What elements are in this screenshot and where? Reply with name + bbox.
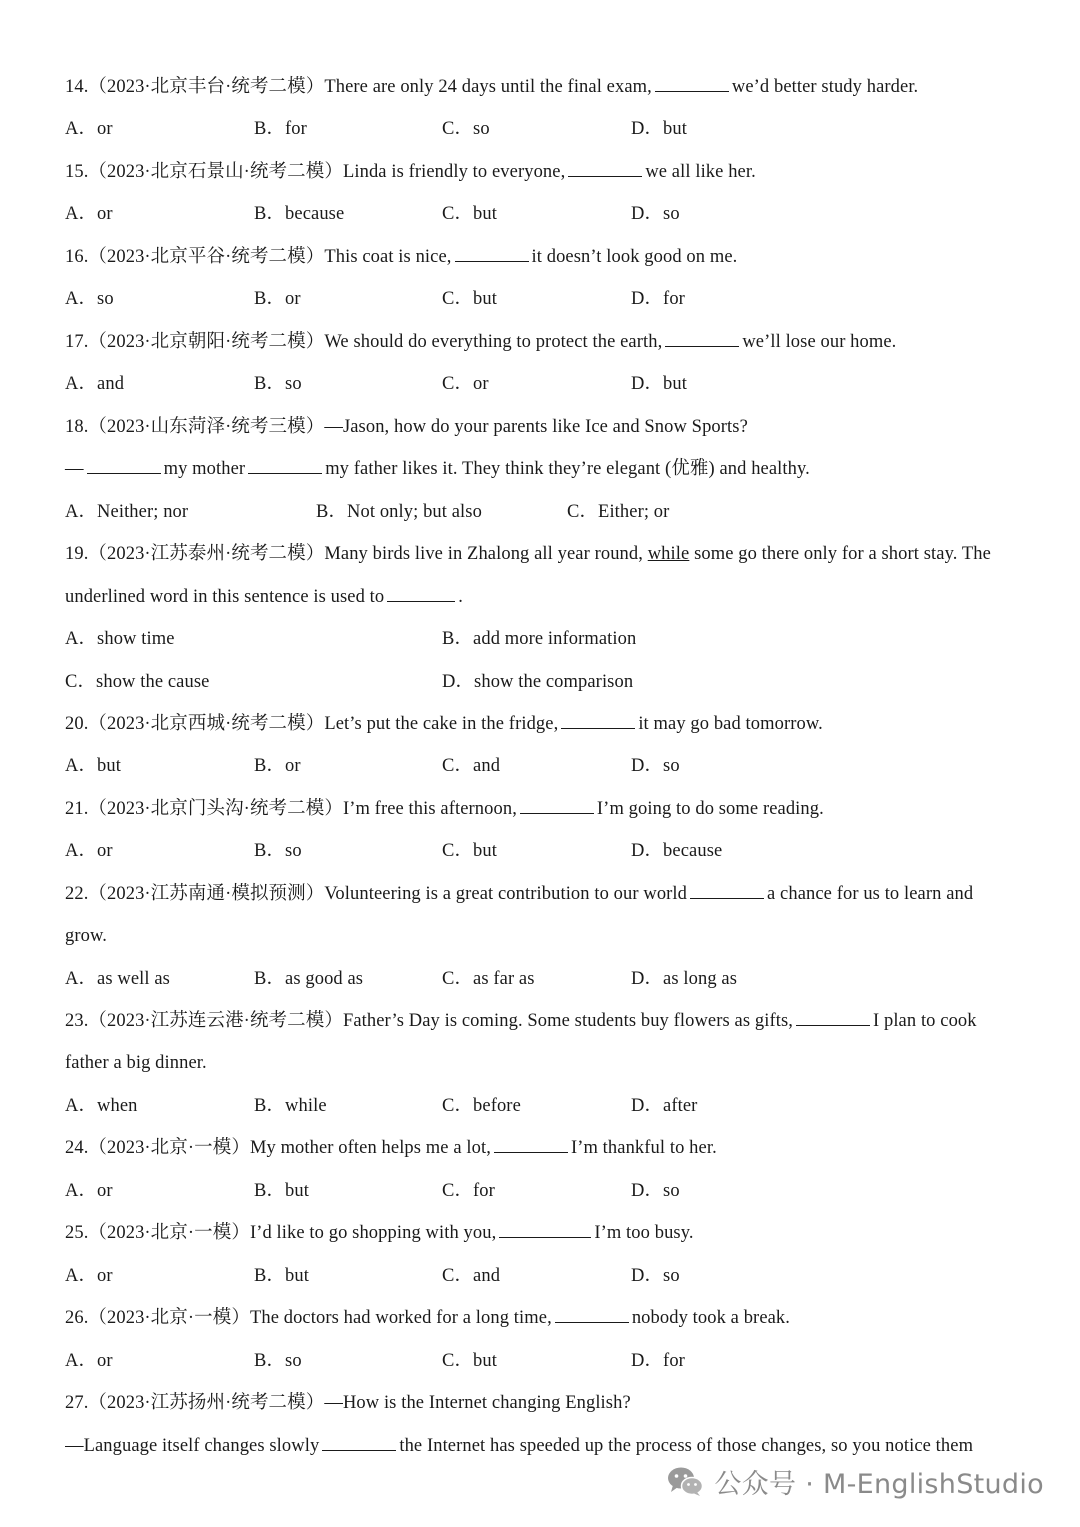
- option-d: D．so: [631, 204, 680, 224]
- stem-text: 21.（2023·北京门头沟·统考二模）I’m free this afternoon,: [65, 799, 517, 819]
- stem-text: it may go bad tomorrow.: [638, 714, 823, 734]
- answer-blank: [665, 328, 739, 347]
- option-d: D．show the comparison: [442, 672, 634, 692]
- option-c: C．so: [442, 119, 490, 139]
- question-18-options: [65, 497, 1020, 527]
- answer-blank: [690, 880, 764, 899]
- stem-text: grow.: [65, 926, 107, 946]
- option-a: A．show time: [65, 629, 175, 649]
- stem-text: my father likes it. They think they’re elegant (优雅) and healthy.: [325, 459, 810, 479]
- question-18-stem: [65, 412, 1020, 442]
- option-c: C．as far as: [442, 969, 535, 989]
- stem-text: underlined word in this sentence is used to: [65, 587, 385, 607]
- question-18-dialogue: [65, 454, 1020, 484]
- answer-blank: [655, 73, 729, 92]
- question-19-continuation: [65, 582, 1020, 612]
- option-b: B．add more information: [442, 629, 637, 649]
- option-b: B．so: [254, 841, 302, 861]
- stem-text: father a big dinner.: [65, 1053, 207, 1073]
- option-d: D．for: [631, 289, 685, 309]
- answer-blank: [561, 710, 635, 729]
- option-c: C．before: [442, 1096, 521, 1116]
- stem-text: 27.（2023·江苏扬州·统考二模）—How is the Internet changing English?: [65, 1393, 631, 1413]
- question-14-stem: [65, 72, 1020, 102]
- option-b: B．so: [254, 374, 302, 394]
- question-19-options-row2: [65, 667, 1020, 697]
- option-a: A．or: [65, 1181, 113, 1201]
- option-c: C．show the cause: [65, 672, 210, 692]
- question-19-options-row1: [65, 624, 1020, 654]
- option-c: C．but: [442, 204, 497, 224]
- question-22-stem: [65, 879, 1020, 909]
- answer-blank: [87, 455, 161, 474]
- answer-blank: [455, 243, 529, 262]
- question-23-stem: [65, 1006, 1020, 1036]
- question-23-options: [65, 1091, 1020, 1121]
- option-c: C．or: [442, 374, 489, 394]
- question-26-options: [65, 1346, 1020, 1376]
- question-24-stem: [65, 1133, 1020, 1163]
- option-c: C．for: [442, 1181, 495, 1201]
- option-b: B．or: [254, 756, 301, 776]
- question-19-stem: [65, 539, 1020, 569]
- option-b: B．or: [254, 289, 301, 309]
- stem-text: 17.（2023·北京朝阳·统考二模）We should do everything to protect the earth,: [65, 332, 663, 352]
- option-d: D．but: [631, 374, 688, 394]
- option-d: D．for: [631, 1351, 685, 1371]
- option-a: A．or: [65, 204, 113, 224]
- answer-blank: [796, 1007, 870, 1026]
- question-22-options: [65, 964, 1020, 994]
- answer-blank: [520, 795, 594, 814]
- answer-blank: [499, 1219, 591, 1238]
- stem-text: I’m going to do some reading.: [596, 799, 824, 819]
- answer-blank: [387, 583, 455, 602]
- stem-text: we’ll lose our home.: [742, 332, 897, 352]
- stem-text: 24.（2023·北京·一模）My mother often helps me a lot,: [65, 1138, 491, 1158]
- stem-text: we all like her.: [645, 162, 756, 182]
- option-a: A．or: [65, 119, 113, 139]
- option-a: A．or: [65, 1351, 113, 1371]
- watermark: [666, 1461, 1044, 1501]
- option-d: D．because: [631, 841, 723, 861]
- question-15-stem: [65, 157, 1020, 187]
- underlined-word: while: [647, 544, 690, 564]
- question-22-continuation: [65, 921, 1020, 951]
- option-b: B．as good as: [254, 969, 364, 989]
- stem-text: 15.（2023·北京石景山·统考二模）Linda is friendly to everyone,: [65, 162, 566, 182]
- option-b: B．for: [254, 119, 307, 139]
- option-c: C．and: [442, 756, 501, 776]
- watermark-text: 公众号 · M-EnglishStudio: [714, 1468, 1044, 1500]
- stem-text: a chance for us to learn and: [767, 884, 974, 904]
- option-a: A．when: [65, 1096, 138, 1116]
- wechat-icon: [666, 1465, 704, 1497]
- stem-text: I’m thankful to her.: [570, 1138, 717, 1158]
- option-a: A．so: [65, 289, 114, 309]
- stem-text: 26.（2023·北京·一模）The doctors had worked for a long time,: [65, 1308, 552, 1328]
- stem-text: 14.（2023·北京丰台·统考二模）There are only 24 days until the final exam,: [65, 77, 652, 97]
- question-21-options: [65, 836, 1020, 866]
- question-14-options: [65, 114, 1020, 144]
- option-a: A．as well as: [65, 969, 170, 989]
- answer-blank: [322, 1432, 396, 1451]
- stem-text: .: [458, 587, 463, 607]
- option-d: D．so: [631, 1266, 680, 1286]
- answer-blank: [555, 1304, 629, 1323]
- option-b: B．Not only; but also: [316, 502, 482, 522]
- question-15-options: [65, 199, 1020, 229]
- stem-text: I’m too busy.: [594, 1223, 694, 1243]
- option-b: B．but: [254, 1181, 309, 1201]
- option-c: C．and: [442, 1266, 501, 1286]
- question-27-stem: [65, 1388, 1020, 1418]
- option-b: B．so: [254, 1351, 302, 1371]
- option-c: C．Either; or: [567, 502, 670, 522]
- stem-text: 22.（2023·江苏南通·模拟预测）Volunteering is a great contribution to our world: [65, 884, 688, 904]
- option-c: C．but: [442, 841, 497, 861]
- question-27-dialogue: [65, 1431, 1020, 1461]
- stem-text: we’d better study harder.: [731, 77, 919, 97]
- option-a: A．or: [65, 1266, 113, 1286]
- stem-text: it doesn’t look good on me.: [531, 247, 738, 267]
- stem-text: my mother: [163, 459, 246, 479]
- stem-text: I plan to cook: [872, 1011, 977, 1031]
- option-d: D．as long as: [631, 969, 738, 989]
- option-a: A．but: [65, 756, 122, 776]
- stem-text: the Internet has speeded up the process of those changes, so you notice them: [399, 1436, 974, 1456]
- stem-text: some go there only for a short stay. The: [694, 544, 991, 564]
- option-c: C．but: [442, 1351, 497, 1371]
- answer-blank: [568, 158, 642, 177]
- option-b: B．because: [254, 204, 345, 224]
- answer-blank: [248, 455, 322, 474]
- question-17-stem: [65, 327, 1020, 357]
- stem-text: nobody took a break.: [631, 1308, 791, 1328]
- stem-text: 25.（2023·北京·一模）I’d like to go shopping with you,: [65, 1223, 497, 1243]
- question-24-options: [65, 1176, 1020, 1206]
- option-a: A．and: [65, 374, 125, 394]
- question-20-options: [65, 751, 1020, 781]
- question-16-stem: [65, 242, 1020, 272]
- question-17-options: [65, 369, 1020, 399]
- stem-text: 20.（2023·北京西城·统考二模）Let’s put the cake in the fridge,: [65, 714, 559, 734]
- stem-text: 16.（2023·北京平谷·统考二模）This coat is nice,: [65, 247, 452, 267]
- question-20-stem: [65, 709, 1020, 739]
- option-c: C．but: [442, 289, 497, 309]
- option-d: D．so: [631, 1181, 680, 1201]
- question-25-options: [65, 1261, 1020, 1291]
- question-16-options: [65, 284, 1020, 314]
- stem-text: —Language itself changes slowly: [65, 1436, 320, 1456]
- stem-text: —: [65, 459, 84, 479]
- stem-text: 19.（2023·江苏泰州·统考二模）Many birds live in Zhalong all year round,: [65, 544, 643, 564]
- question-23-continuation: [65, 1048, 1020, 1078]
- option-d: D．so: [631, 756, 680, 776]
- stem-text: 18.（2023·山东菏泽·统考三模）—Jason, how do your parents like Ice and Snow Sports?: [65, 417, 748, 437]
- option-d: D．after: [631, 1096, 698, 1116]
- answer-blank: [494, 1134, 568, 1153]
- question-25-stem: [65, 1218, 1020, 1248]
- question-21-stem: [65, 794, 1020, 824]
- question-26-stem: [65, 1303, 1020, 1333]
- option-a: A．Neither; nor: [65, 502, 189, 522]
- option-d: D．but: [631, 119, 688, 139]
- option-b: B．but: [254, 1266, 309, 1286]
- stem-text: 23.（2023·江苏连云港·统考二模）Father’s Day is coming. Some students buy flowers as gifts,: [65, 1011, 793, 1031]
- option-b: B．while: [254, 1096, 327, 1116]
- option-a: A．or: [65, 841, 113, 861]
